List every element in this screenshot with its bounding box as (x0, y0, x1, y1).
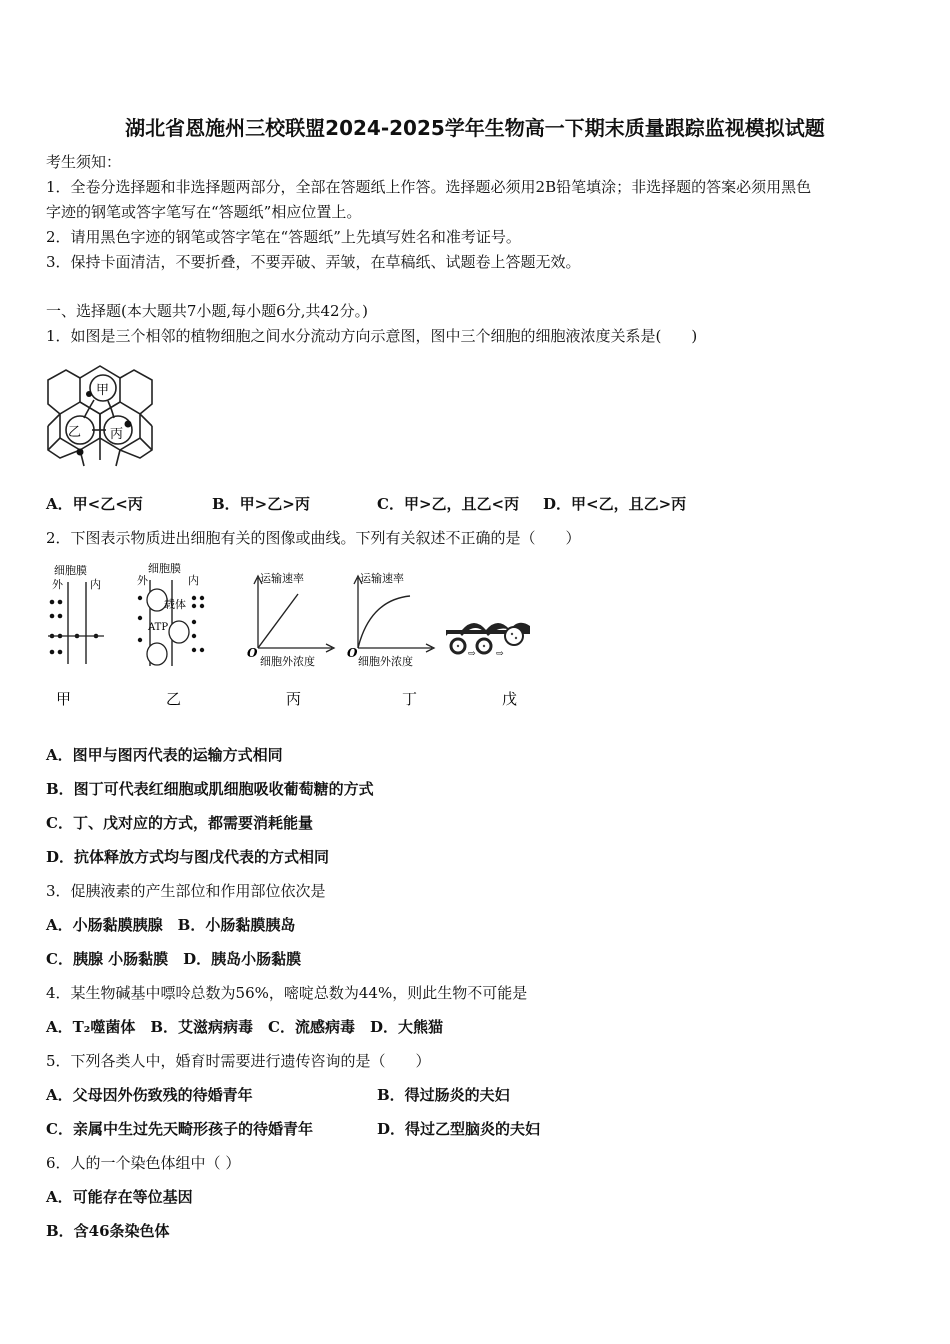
q6-option-a: A．可能存在等位基因 (46, 1188, 193, 1206)
q5-option-b: B．得过肠炎的夫妇 (377, 1086, 510, 1104)
notice-item-1: 1．全卷分选择题和非选择题两部分，全部在答题纸上作答。选择题必须用2B铅笔填涂；非选择题的答案必须用黑色 (46, 178, 812, 196)
q2-option-c: C．丁、戊对应的方式，都需要消耗能量 (46, 814, 313, 832)
section-heading: 一、选择题(本大题共7小题,每小题6分,共42分。) (46, 302, 368, 320)
figure-label-wu: 戊 (502, 690, 518, 708)
svg-text:ATP: ATP (148, 622, 169, 633)
q2-option-a: A．图甲与图丙代表的运输方式相同 (46, 746, 283, 764)
svg-text:外: 外 (52, 578, 63, 591)
q2-option-b: B．图丁可代表红细胞或肌细胞吸收葡萄糖的方式 (46, 780, 374, 798)
q1-label-jia: 甲 (96, 383, 110, 398)
q4-options: A．T₂噬菌体 B．艾滋病病毒 C．流感病毒 D．大熊猫 (46, 1018, 443, 1036)
q3-stem: 3．促胰液素的产生部位和作用部位依次是 (46, 882, 326, 900)
svg-text:⇨: ⇨ (468, 649, 476, 659)
q2-option-d: D．抗体释放方式均与图戊代表的方式相同 (46, 848, 330, 866)
notice-heading: 考生须知： (46, 153, 122, 171)
svg-text:运输速率: 运输速率 (360, 572, 404, 585)
figure-label-bing: 丙 (286, 690, 302, 708)
q5-option-a: A．父母因外伤致残的待婚青年 (46, 1086, 253, 1104)
q1-label-yi: 乙 (68, 425, 82, 440)
svg-text:内: 内 (90, 578, 101, 591)
svg-text:细胞外浓度: 细胞外浓度 (358, 655, 413, 668)
svg-text:内: 内 (188, 574, 199, 587)
svg-text:⇨: ⇨ (496, 649, 504, 659)
q1-cell-diagram (44, 360, 156, 468)
q1-option-a: A．甲<乙<丙 (46, 495, 143, 513)
figure-jia (48, 563, 104, 664)
page-title: 湖北省恩施州三校联盟2024-2025学年生物高一下期末质量跟踪监视模拟试题 (125, 116, 825, 140)
q1-option-c: C．甲>乙，且乙<丙 (377, 495, 520, 513)
q2-transport-figures (40, 560, 540, 715)
q3-options-ab: A．小肠黏膜胰腺 B．小肠黏膜胰岛 (46, 916, 296, 934)
q1-option-b: B．甲>乙>丙 (212, 495, 310, 513)
figure-label-yi: 乙 (166, 690, 182, 708)
q1-option-d: D．甲<乙，且乙>丙 (543, 495, 687, 513)
q2-stem: 2．下图表示物质进出细胞有关的图像或曲线。下列有关叙述不正确的是（ ） (46, 529, 581, 547)
q5-option-c: C．亲属中生过先天畸形孩子的待婚青年 (46, 1120, 313, 1138)
q5-option-d: D．得过乙型脑炎的夫妇 (377, 1120, 541, 1138)
q5-stem: 5．下列各类人中，婚育时需要进行遗传咨询的是（ ） (46, 1052, 431, 1070)
figure-label-ding: 丁 (402, 690, 418, 708)
figure-bing (247, 571, 334, 668)
notice-item-2: 2．请用黑色字迹的钢笔或答字笔在“答题纸”上先填写姓名和准考证号。 (46, 228, 521, 246)
q6-option-b: B．含46条染色体 (46, 1222, 170, 1240)
svg-text:细胞外浓度: 细胞外浓度 (260, 655, 315, 668)
q1-label-bing: 丙 (110, 427, 124, 442)
svg-text:载体: 载体 (164, 598, 186, 611)
svg-text:运输速率: 运输速率 (260, 572, 304, 585)
svg-text:O: O (347, 646, 358, 660)
notice-item-1-cont: 字迹的钢笔或答字笔写在“答题纸”相应位置上。 (46, 203, 362, 221)
notice-item-3: 3．保持卡面清洁，不要折叠，不要弄破、弄皱，在草稿纸、试题卷上答题无效。 (46, 253, 581, 271)
svg-text:O: O (247, 646, 258, 660)
q6-stem: 6．人的一个染色体组中（ ） (46, 1154, 241, 1172)
svg-text:细胞膜: 细胞膜 (54, 564, 87, 577)
q1-stem: 1．如图是三个相邻的植物细胞之间水分流动方向示意图，图中三个细胞的细胞液浓度关系是( ) (46, 327, 698, 345)
svg-text:外: 外 (137, 574, 148, 587)
q4-stem: 4．某生物碱基中嘌呤总数为56%，嘧啶总数为44%，则此生物不可能是 (46, 984, 528, 1002)
figure-yi (137, 561, 204, 666)
figure-label-jia: 甲 (56, 690, 72, 708)
q3-options-cd: C．胰腺 小肠黏膜 D．胰岛小肠黏膜 (46, 950, 302, 968)
figure-wu (446, 623, 530, 659)
svg-text:细胞膜: 细胞膜 (148, 562, 181, 575)
figure-ding (347, 571, 434, 668)
